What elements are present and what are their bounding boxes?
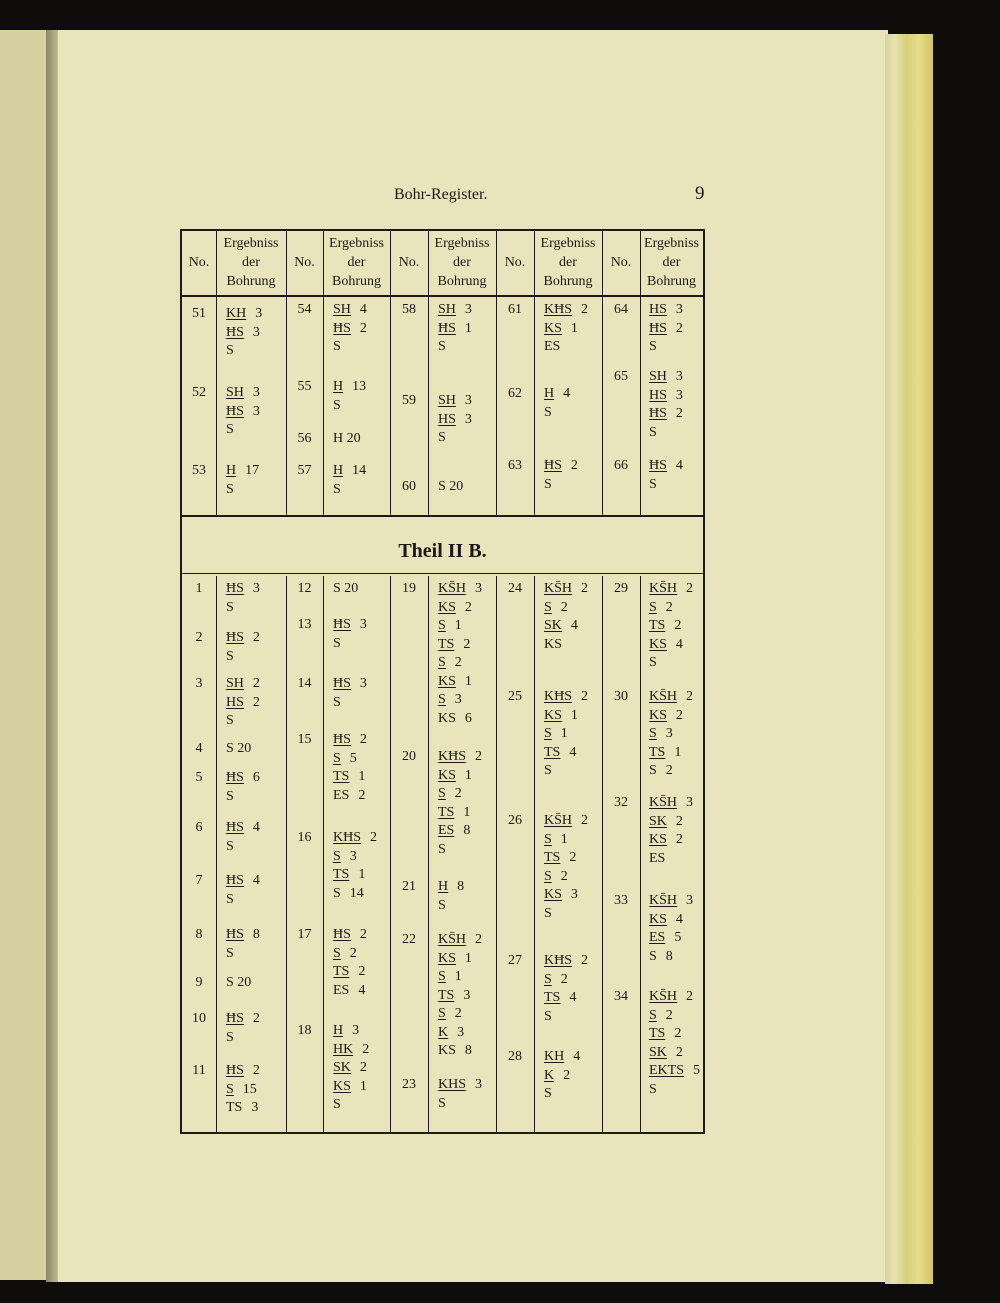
part-a-bore-number: 65 xyxy=(614,369,628,384)
part-b-bore-result-line: S 2 xyxy=(438,1006,462,1021)
part-b-bore-number: 26 xyxy=(508,813,522,828)
part-a-bore-result-line: H 4 xyxy=(544,386,571,401)
part-a-bore-result-line: HS 3 xyxy=(649,387,683,403)
part-b-bore-result-line: TS 4 xyxy=(544,744,577,760)
part-a-bore-result-line: ĦS 3 xyxy=(226,324,260,340)
part-a-bore-result-line: ĦS 2 xyxy=(649,406,683,421)
part-b-bore-result-line: SK 2 xyxy=(649,813,683,829)
part-a-bore-result-line: H 20 xyxy=(333,431,361,446)
part-b-bore-result-line: KHS 3 xyxy=(438,1077,483,1092)
part-b-bore-result-line: TS 1 xyxy=(438,804,471,820)
part-a-bore-number: 61 xyxy=(508,302,522,317)
running-head: Bohr-Register. xyxy=(394,186,488,203)
part-b-bore-result-line: ĦS 2 xyxy=(226,630,260,645)
part-b-bore-result-line: S 2 xyxy=(649,1007,673,1023)
part-b-bore-number: 12 xyxy=(297,581,312,596)
header-result: Ergebniss der Bohrung xyxy=(644,236,699,289)
part-b-bore-result-line: S xyxy=(544,1008,552,1024)
part-b-bore-result-line: KS 1 xyxy=(438,767,472,783)
part-b-bore-number: 1 xyxy=(195,581,203,596)
part-a-bore-number: 56 xyxy=(297,431,312,446)
part-a-bore-result-line: SH 3 xyxy=(438,302,472,317)
part-b-bore-number: 34 xyxy=(614,989,628,1004)
page-number: 9 xyxy=(695,183,705,204)
part-a-bore-number: 64 xyxy=(614,302,628,317)
part-b-bore-result-line: ES 8 xyxy=(438,823,471,838)
part-b-bore-result-line: KS 2 xyxy=(649,707,683,723)
part-a-bore-number: 55 xyxy=(297,379,312,394)
part-a-bore-number: 63 xyxy=(508,458,522,473)
part-b-bore-result-line: S 2 xyxy=(438,786,462,801)
part-b-bore-result-line: ĦS 2 xyxy=(333,732,367,747)
part-a-bore-result-line: S xyxy=(438,430,446,445)
part-a-bore-result-line: ĦS 4 xyxy=(649,458,683,473)
part-a-bore-number: 51 xyxy=(192,306,206,321)
part-b-bore-result-line: TS 1 xyxy=(649,744,682,760)
part-a-bore-number: 53 xyxy=(192,463,206,478)
part-b-bore-result-line: KS̄H 2 xyxy=(649,581,694,596)
part-b-bore-number: 17 xyxy=(297,927,312,942)
part-b-bore-result-line: ES xyxy=(649,850,666,866)
header-result: Ergebniss der Bohrung xyxy=(434,236,490,289)
part-b-bore-result-line: KS̄H 3 xyxy=(649,893,694,908)
part-b-bore-result-line: S xyxy=(544,1086,552,1101)
header-result: Ergebniss der Bohrung xyxy=(540,236,596,289)
part-b-bore-result-line: KS 8 xyxy=(438,1043,472,1058)
part-b-bore-number: 15 xyxy=(297,732,312,747)
part-b-bore-result-line: TS 3 xyxy=(438,987,471,1003)
section-title: Theil II B. xyxy=(398,540,487,562)
part-b-bore-number: 16 xyxy=(297,830,312,845)
part-b-bore-result-line: S 5 xyxy=(333,750,357,766)
part-a-bore-number: 62 xyxy=(508,386,522,401)
header-no: No. xyxy=(398,255,420,270)
part-b-bore-result-line: S xyxy=(544,763,552,778)
part-a-bore-result-line: KH 3 xyxy=(226,306,263,321)
header-result: Ergebniss der Bohrung xyxy=(329,236,384,289)
part-a-bore-result-line: HS 3 xyxy=(649,302,683,317)
part-b-bore-result-line: TS 4 xyxy=(544,990,577,1005)
part-b-bore-result-line: TS 2 xyxy=(333,964,366,979)
part-b-bore-result-line: ĦS 3 xyxy=(226,581,260,596)
part-b-bore-result-line: S 1 xyxy=(438,969,462,984)
part-b-bore-number: 19 xyxy=(402,581,416,596)
header-no: No. xyxy=(504,255,526,270)
part-b-bore-result-line: S 14 xyxy=(333,885,364,901)
part-b-bore-result-line: SK 4 xyxy=(544,618,578,633)
part-a-bore-number: 52 xyxy=(192,385,206,400)
part-b-bore-result-line: ĦS 2 xyxy=(333,927,367,942)
part-b-bore-result-line: S 20 xyxy=(226,741,252,756)
part-a-bore-result-line: S xyxy=(333,397,341,413)
part-b-bore-result-line: S 2 xyxy=(649,763,673,778)
part-b-bore-result-line: S xyxy=(438,897,446,913)
part-b-bore-result-line: KS 4 xyxy=(649,636,683,652)
part-b-bore-result-line: KS 1 xyxy=(333,1078,367,1094)
left-page-edge xyxy=(0,30,46,1280)
part-a-bore-result-line: S xyxy=(544,404,552,420)
part-b-bore-result-line: KS 1 xyxy=(438,673,472,689)
part-b-bore-result-line: S xyxy=(226,648,234,664)
part-b-bore-result-line: S 20 xyxy=(226,975,252,990)
header-no: No. xyxy=(294,255,315,270)
part-b-bore-number: 14 xyxy=(297,676,312,691)
part-b-bore-result-line: S xyxy=(226,891,234,907)
part-b-bore-result-line: ĦS 4 xyxy=(226,873,260,888)
part-b-bore-result-line: K 2 xyxy=(544,1067,571,1083)
part-b-bore-result-line: S xyxy=(226,599,234,615)
part-a-bore-result-line: S xyxy=(649,424,657,440)
part-a-bore-result-line: S xyxy=(333,339,341,354)
part-b-bore-result-line: S xyxy=(333,1097,341,1112)
part-b-bore-number: 25 xyxy=(508,689,522,704)
part-a-bore-number: 57 xyxy=(297,463,312,478)
part-b-bore-result-line: S 15 xyxy=(226,1081,257,1097)
part-a-bore-result-line: ĦS 2 xyxy=(544,458,578,473)
part-b-bore-result-line: S 2 xyxy=(333,945,357,961)
part-b-bore-result-line: ĦS 8 xyxy=(226,927,260,942)
part-b-bore-number: 24 xyxy=(508,581,522,596)
part-b-bore-result-line: SK 2 xyxy=(333,1060,367,1075)
part-a-bore-result-line: H 14 xyxy=(333,463,367,478)
part-b-bore-number: 4 xyxy=(195,741,203,756)
page-stack-edge xyxy=(885,34,933,1284)
part-b-bore-number: 11 xyxy=(192,1063,206,1078)
part-b-bore-result-line: H 8 xyxy=(438,879,465,894)
part-b-bore-result-line: S xyxy=(226,945,234,961)
part-a-bore-result-line: SH 4 xyxy=(333,302,367,317)
part-b-bore-result-line: S 2 xyxy=(438,655,462,670)
part-b-bore-result-line: S 8 xyxy=(649,948,673,964)
part-b-bore-result-line: S 2 xyxy=(544,599,568,615)
part-b-bore-result-line: EKTS 5 xyxy=(649,1063,700,1078)
part-b-bore-number: 6 xyxy=(195,820,203,835)
part-a-bore-result-line: S xyxy=(226,422,234,437)
part-b-bore-result-line: K 3 xyxy=(438,1024,465,1040)
part-b-bore-result-line: TS 2 xyxy=(649,618,682,633)
part-a-bore-result-line: S 20 xyxy=(438,479,464,494)
part-b-bore-result-line: KS 3 xyxy=(544,887,578,902)
part-a-bore-result-line: H 13 xyxy=(333,379,367,394)
part-b-bore-result-line: TS 1 xyxy=(333,769,366,784)
part-b-bore-number: 28 xyxy=(508,1049,522,1064)
part-b-bore-result-line: KS 1 xyxy=(544,707,578,723)
header-result: Ergebniss der Bohrung xyxy=(223,236,279,289)
part-b-bore-result-line: KS̄H 2 xyxy=(649,689,694,704)
part-b-bore-number: 20 xyxy=(402,749,416,764)
part-b-bore-result-line: S xyxy=(438,841,446,857)
part-b-bore-result-line: S xyxy=(649,1081,657,1097)
part-b-bore-number: 7 xyxy=(195,873,203,888)
part-b-bore-result-line: ĦS 2 xyxy=(226,1063,260,1078)
part-b-bore-result-line: S xyxy=(333,694,341,710)
part-b-bore-result-line: S 3 xyxy=(438,692,462,707)
part-b-bore-result-line: KS 1 xyxy=(438,950,472,966)
part-a-bore-result-line: S xyxy=(649,476,657,492)
part-b-bore-result-line: HS 2 xyxy=(226,694,260,710)
part-b-bore-result-line: S xyxy=(438,1095,446,1111)
part-b-bore-result-line: S 2 xyxy=(544,868,568,884)
part-b-bore-result-line: S xyxy=(226,838,234,854)
part-b-bore-number: 33 xyxy=(614,893,628,908)
part-b-bore-result-line: SH 2 xyxy=(226,676,260,691)
header-no: No. xyxy=(188,255,210,270)
part-b-bore-result-line: KĦS 2 xyxy=(544,953,589,968)
part-b-bore-result-line: KS 2 xyxy=(438,599,472,615)
part-b-bore-result-line: KS̄H 2 xyxy=(544,813,589,828)
part-b-bore-result-line: S 1 xyxy=(544,726,568,741)
part-b-bore-result-line: ĦS 6 xyxy=(226,770,260,785)
part-b-bore-result-line: HK 2 xyxy=(333,1041,370,1057)
part-b-bore-result-line: KH 4 xyxy=(544,1049,581,1064)
part-b-bore-result-line: ES 4 xyxy=(333,982,366,998)
part-b-bore-result-line: ĦS 2 xyxy=(226,1011,260,1026)
part-b-bore-number: 13 xyxy=(297,617,312,632)
part-b-bore-number: 2 xyxy=(195,630,203,645)
part-a-bore-result-line: H 17 xyxy=(226,463,260,478)
part-b-bore-number: 9 xyxy=(195,975,203,990)
part-a-bore-result-line: KS 1 xyxy=(544,320,578,336)
part-b-bore-result-line: KS 2 xyxy=(649,832,683,847)
part-b-bore-result-line: TS 1 xyxy=(333,867,366,882)
part-b-bore-number: 21 xyxy=(402,879,416,894)
part-b-bore-result-line: ĦS 4 xyxy=(226,820,260,835)
part-a-bore-result-line: SH 3 xyxy=(226,385,260,400)
part-b-bore-result-line: KS̄H 2 xyxy=(544,581,589,596)
part-b-bore-number: 18 xyxy=(297,1023,312,1038)
part-b-bore-result-line: KS̄H 3 xyxy=(649,795,694,810)
part-b-bore-number: 3 xyxy=(195,676,203,691)
part-b-bore-result-line: KS 4 xyxy=(649,911,683,927)
part-b-bore-result-line: S 3 xyxy=(649,726,673,741)
part-b-bore-number: 29 xyxy=(614,581,628,596)
part-b-bore-number: 10 xyxy=(192,1011,206,1026)
part-a-bore-number: 66 xyxy=(614,458,628,473)
part-b-bore-result-line: TS 2 xyxy=(438,636,471,652)
part-b-bore-result-line: KĦS 2 xyxy=(438,749,483,764)
part-b-bore-result-line: S 20 xyxy=(333,581,359,596)
part-b-bore-result-line: S xyxy=(333,635,341,651)
part-a-bore-result-line: S xyxy=(649,339,657,354)
part-a-bore-result-line: S xyxy=(226,343,234,358)
part-a-bore-result-line: ES xyxy=(544,339,561,354)
part-b-bore-result-line: S 1 xyxy=(544,831,568,847)
part-b-bore-result-line: S 2 xyxy=(649,599,673,615)
part-a-bore-result-line: HS 3 xyxy=(438,411,472,427)
part-b-bore-result-line: SK 2 xyxy=(649,1044,683,1060)
part-b-bore-result-line: KS xyxy=(544,636,562,652)
part-b-bore-number: 30 xyxy=(614,689,628,704)
part-b-bore-result-line: ES 5 xyxy=(649,930,682,945)
part-b-bore-result-line: KS̄H 2 xyxy=(438,932,483,947)
part-b-bore-result-line: S xyxy=(226,1029,234,1045)
part-b-bore-result-line: S xyxy=(544,905,552,921)
part-b-bore-result-line: TS 2 xyxy=(649,1026,682,1041)
part-a-bore-number: 58 xyxy=(402,302,416,317)
part-a-bore-result-line: S xyxy=(226,481,234,497)
part-a-bore-result-line: SH 3 xyxy=(438,393,472,408)
part-a-bore-result-line: ĦS 1 xyxy=(438,320,472,336)
part-b-bore-result-line: H 3 xyxy=(333,1023,360,1038)
part-b-bore-number: 32 xyxy=(614,795,628,810)
part-a-bore-result-line: S xyxy=(438,339,446,354)
part-b-bore-result-line: S xyxy=(226,788,234,804)
part-b-bore-number: 22 xyxy=(402,932,416,947)
part-a-bore-result-line: SH 3 xyxy=(649,369,683,384)
part-b-bore-number: 5 xyxy=(195,770,203,785)
part-b-bore-number: 23 xyxy=(402,1077,416,1092)
part-a-bore-result-line: S xyxy=(333,481,341,497)
part-b-bore-result-line: KĦS 2 xyxy=(333,830,378,845)
part-a-bore-number: 54 xyxy=(297,302,312,317)
part-b-bore-result-line: ĦS 3 xyxy=(333,676,367,691)
part-b-bore-result-line: KS 6 xyxy=(438,710,472,726)
part-b-bore-result-line: S 2 xyxy=(544,971,568,987)
part-b-bore-result-line: S 3 xyxy=(333,848,357,864)
part-b-bore-result-line: S xyxy=(226,713,234,728)
part-b-bore-result-line: TS 3 xyxy=(226,1100,259,1115)
part-a-bore-result-line: ĦS 2 xyxy=(649,320,683,336)
part-b-bore-number: 27 xyxy=(508,953,522,968)
part-b-bore-result-line: KS̄H 2 xyxy=(649,989,694,1004)
part-a-bore-result-line: ĦS 3 xyxy=(226,403,260,419)
bohr-register-table xyxy=(180,229,705,1134)
part-b-bore-number: 8 xyxy=(195,927,203,942)
part-a-bore-result-line: S xyxy=(544,476,552,492)
part-b-bore-result-line: ES 2 xyxy=(333,787,366,803)
part-b-bore-result-line: S 1 xyxy=(438,618,462,633)
part-a-bore-result-line: KĦS 2 xyxy=(544,302,589,317)
part-a-bore-number: 59 xyxy=(402,393,416,408)
part-b-bore-result-line: TS 2 xyxy=(544,850,577,865)
part-b-bore-result-line: ĦS 3 xyxy=(333,617,367,632)
header-no: No. xyxy=(610,255,632,270)
part-b-bore-result-line: KĦS 2 xyxy=(544,689,589,704)
part-b-bore-result-line: KS̄H 3 xyxy=(438,581,483,596)
part-a-bore-result-line: ĦS 2 xyxy=(333,320,367,336)
part-a-bore-number: 60 xyxy=(402,479,416,494)
part-b-bore-result-line: S xyxy=(649,655,657,670)
